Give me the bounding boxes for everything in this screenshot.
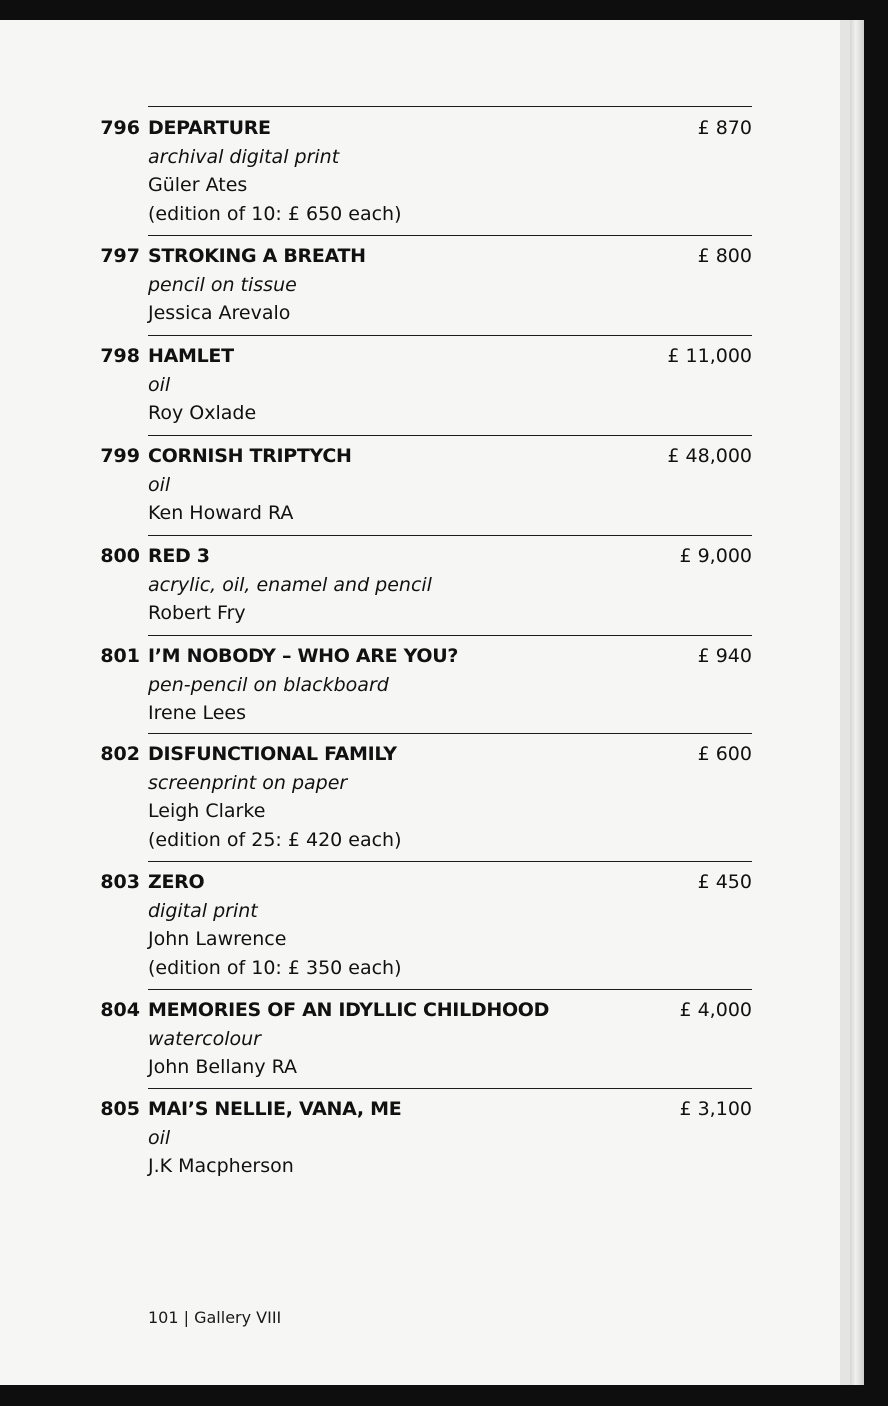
entry-medium: pen-pencil on blackboard: [148, 673, 389, 696]
entry-artist: Roy Oxlade: [148, 402, 257, 424]
catalogue-page: [0, 20, 850, 1385]
entry-price: £ 3,100: [679, 1098, 752, 1120]
entry-title: I’M NOBODY – WHO ARE YOU?: [148, 645, 459, 667]
entry-divider: [148, 106, 752, 107]
entry-details: [148, 740, 402, 854]
entry-number: 802: [100, 743, 140, 765]
entry-price: £ 800: [697, 245, 752, 267]
entry-number: 801: [100, 645, 140, 667]
entry-number: 798: [100, 345, 140, 367]
entry-medium: oil: [148, 373, 171, 396]
entry-details: [148, 442, 352, 528]
entry-number: 804: [100, 999, 140, 1021]
entry-medium: oil: [148, 473, 171, 496]
entry-edition: (edition of 25: £ 420 each): [148, 828, 402, 851]
entry-divider: [148, 235, 752, 236]
entry-divider: [148, 335, 752, 336]
entry-artist: Irene Lees: [148, 702, 246, 724]
entry-number: 803: [100, 871, 140, 893]
entry-price: £ 9,000: [679, 545, 752, 567]
entry-artist: Jessica Arevalo: [148, 302, 291, 324]
entry-price: £ 4,000: [679, 999, 752, 1021]
entry-edition: (edition of 10: £ 650 each): [148, 202, 402, 225]
entry-details: [148, 1095, 401, 1181]
entry-divider: [148, 733, 752, 734]
page-footer: 101 | Gallery VIII: [148, 1308, 282, 1327]
entry-artist: Leigh Clarke: [148, 800, 266, 822]
entry-medium: digital print: [148, 899, 258, 922]
entry-title: DEPARTURE: [148, 117, 271, 139]
entry-medium: screenprint on paper: [148, 771, 348, 794]
entry-details: [148, 342, 256, 428]
entry-title: MAI’S NELLIE, VANA, ME: [148, 1098, 402, 1120]
entry-divider: [148, 989, 752, 990]
entry-medium: watercolour: [148, 1027, 261, 1050]
entry-details: [148, 642, 458, 728]
entry-price: £ 870: [697, 117, 752, 139]
entry-title: STROKING A BREATH: [148, 245, 366, 267]
entry-artist: Ken Howard RA: [148, 502, 294, 524]
entry-number: 797: [100, 245, 140, 267]
entry-divider: [148, 535, 752, 536]
entry-title: HAMLET: [148, 345, 234, 367]
entry-title: ZERO: [148, 871, 205, 893]
entry-number: 796: [100, 117, 140, 139]
entry-number: 805: [100, 1098, 140, 1120]
entry-title: RED 3: [148, 545, 210, 567]
entry-artist: John Bellany RA: [148, 1056, 298, 1078]
entry-artist: J.K Macpherson: [148, 1155, 294, 1177]
entry-divider: [148, 435, 752, 436]
entry-title: MEMORIES OF AN IDYLLIC CHILDHOOD: [148, 999, 550, 1021]
entry-details: [148, 114, 402, 228]
entry-price: £ 940: [697, 645, 752, 667]
entry-number: 800: [100, 545, 140, 567]
entry-medium: pencil on tissue: [148, 273, 297, 296]
entry-details: [148, 542, 432, 628]
entry-artist: John Lawrence: [148, 928, 287, 950]
entry-edition: (edition of 10: £ 350 each): [148, 956, 402, 979]
entry-divider: [148, 1088, 752, 1089]
entry-details: [148, 242, 366, 328]
entry-details: [148, 868, 402, 982]
entry-price: £ 450: [697, 871, 752, 893]
entry-price: £ 48,000: [667, 445, 752, 467]
entry-price: £ 11,000: [667, 345, 752, 367]
entry-medium: oil: [148, 1126, 171, 1149]
entry-title: CORNISH TRIPTYCH: [148, 445, 352, 467]
entry-medium: acrylic, oil, enamel and pencil: [148, 573, 432, 596]
entry-title: DISFUNCTIONAL FAMILY: [148, 743, 397, 765]
entry-artist: Robert Fry: [148, 602, 246, 624]
entry-medium: archival digital print: [148, 145, 340, 168]
entry-price: £ 600: [697, 743, 752, 765]
entry-divider: [148, 861, 752, 862]
page-edge: [850, 20, 864, 1385]
entry-artist: Güler Ates: [148, 174, 248, 196]
entry-number: 799: [100, 445, 140, 467]
entry-details: [148, 996, 549, 1082]
entry-divider: [148, 635, 752, 636]
